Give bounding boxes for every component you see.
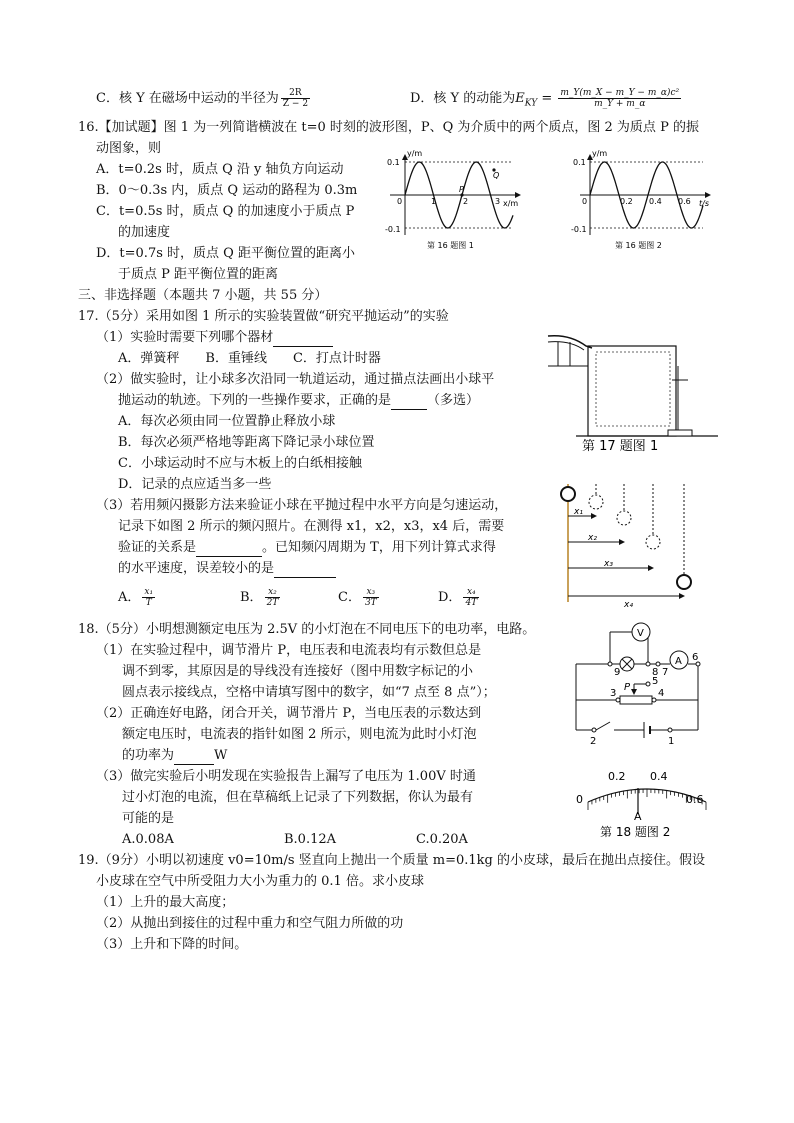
q18-part2-line2: 额定电压时，电流表的指针如图 2 所示，则电流为此时小灯泡 xyxy=(122,727,477,742)
fraction-denominator: T xyxy=(145,598,152,608)
origin-label: 0 xyxy=(582,197,588,206)
q15-option-d-fraction xyxy=(558,88,681,109)
node-3 xyxy=(616,698,620,702)
ball-position-0 xyxy=(561,487,575,501)
q18-option-a: A.0.08A xyxy=(122,832,174,847)
section-3-heading: 三、非选择题（本题共 7 小题，共 55 分） xyxy=(78,288,328,303)
option-fraction xyxy=(363,587,379,608)
x-axis-label: x/m xyxy=(503,199,519,208)
x4-label: x₄ xyxy=(624,600,633,610)
q15-option-d-text: D．核 Y 的动能为 xyxy=(410,91,516,106)
node-label: 8 xyxy=(652,667,659,678)
option-label: C． xyxy=(338,590,361,605)
switch xyxy=(596,722,610,730)
q16-stem-line2: 动图象，则 xyxy=(96,141,162,156)
q17-part3-text-b: 。已知频闪周期为 T，用下列计算式求得 xyxy=(262,540,496,555)
node-label: 5 xyxy=(652,676,659,687)
x-tick: 2 xyxy=(463,197,469,206)
ball-position-2 xyxy=(617,511,631,525)
q18-stem: 18.（5分）小明想测额定电压为 2.5V 的小灯泡在不同电压下的电功率，电路。 xyxy=(78,622,536,637)
slider-label: P xyxy=(624,682,631,693)
figure-caption: 第 16 题图 2 xyxy=(615,241,662,250)
x-tick: 1 xyxy=(431,197,437,206)
y-tick-top: 0.1 xyxy=(573,158,586,167)
board xyxy=(588,346,676,436)
q16-option-d-line1: D．t=0.7s 时，质点 Q 距平衡位置的距离小 xyxy=(96,246,355,261)
q16-option-c-line1: C．t=0.5s 时，质点 Q 的加速度小于质点 P xyxy=(96,204,355,219)
q18-part1-line2: 调不到零，其原因是的导线没有连接好（图中用数字标记的小 xyxy=(122,664,474,679)
q16-option-b: B．0～0.3s 内，质点 Q 运动的路程为 0.3m xyxy=(96,183,358,198)
answer-blank[interactable] xyxy=(196,542,262,557)
q16-vibration-figure xyxy=(571,149,715,250)
t-tick: 0.6 xyxy=(678,197,691,206)
node-8 xyxy=(646,662,650,666)
kinetic-energy-subscript: KY xyxy=(524,98,538,109)
q18-part3-line1: （3）做完实验后小明发现在实验报告上漏写了电压为 1.00V 时通 xyxy=(96,769,476,784)
y-axis-label: y/m xyxy=(592,149,608,158)
q17-part2-line2 xyxy=(118,392,479,410)
q15-option-c-fraction xyxy=(281,88,310,109)
q19-part2: （2）从抛出到接住的过程中重力和空气阻力所做的功 xyxy=(96,916,404,931)
node-label: 9 xyxy=(614,667,621,678)
fraction-numerator: x₁ xyxy=(144,587,154,597)
node-label: 4 xyxy=(658,688,665,699)
origin-label: 0 xyxy=(397,197,403,206)
option-fraction xyxy=(463,587,479,608)
q17-part2-tail: （多选） xyxy=(427,393,480,408)
node-label: 6 xyxy=(692,652,699,663)
q17-part3-line1: （3）若用频闪摄影方法来验证小球在平抛过程中水平方向是匀速运动， xyxy=(96,498,508,513)
q17-part3-line3 xyxy=(118,539,496,557)
option-label: D． xyxy=(438,590,462,605)
y-tick-top: 0.1 xyxy=(387,158,400,167)
option-label: A． xyxy=(118,590,141,605)
q17-part1 xyxy=(96,329,333,347)
option-fraction xyxy=(265,587,281,608)
kinetic-energy-symbol: E xyxy=(515,91,525,106)
option-label: B． xyxy=(240,590,263,605)
q17-part3-line4 xyxy=(118,560,336,578)
answer-blank[interactable] xyxy=(391,395,427,410)
answer-blank[interactable] xyxy=(174,750,214,765)
voltmeter-symbol: V xyxy=(637,628,644,639)
dial-tick-label: 0 xyxy=(576,793,583,806)
q17-part2-line1: （2）做实验时，让小球多次沿同一轨道运动，通过描点法画出小球平 xyxy=(96,372,495,387)
q17-part3-text: 验证的关系是 xyxy=(118,540,197,555)
q17-part1-options: A．弹簧秤 B．重锤线 C．打点计时器 xyxy=(118,351,381,366)
node-5 xyxy=(646,682,650,686)
stand-base xyxy=(668,430,692,436)
q15-option-c xyxy=(96,88,312,109)
q17-part2-option-b: B．每次必须严格地等距离下降记录小球位置 xyxy=(118,435,375,450)
dial-tick-label: 0.2 xyxy=(608,770,626,783)
y-tick-bottom: -0.1 xyxy=(385,225,401,234)
q16-wave-figure xyxy=(385,150,525,250)
option-fraction xyxy=(142,587,155,608)
answer-blank[interactable] xyxy=(274,563,336,578)
q18-option-c: C.0.20A xyxy=(416,832,468,847)
q16-stem-line1: 16.【加试题】图 1 为一列简谐横波在 t=0 时刻的波形图，P、Q 为介质中的两个质点，图 2 为质点 P 的振 xyxy=(78,120,699,135)
fraction-denominator: 2T xyxy=(266,598,279,608)
ball-position-3 xyxy=(646,535,660,549)
q17-option-b xyxy=(240,587,282,608)
q17-stem: 17.（5分）采用如图 1 所示的实验装置做“研究平抛运动”的实验 xyxy=(78,309,449,324)
ball-position-4 xyxy=(677,575,691,589)
q16-option-d-line2: 于质点 P 距平衡位置的距离 xyxy=(118,267,279,282)
node-label: 2 xyxy=(590,736,597,747)
node-label: 3 xyxy=(610,688,617,699)
fraction-denominator: Z − 2 xyxy=(282,99,309,109)
node-9 xyxy=(608,662,612,666)
figure-caption: 第 16 题图 1 xyxy=(427,241,474,250)
dial-tick-label: 0.4 xyxy=(650,770,668,783)
fraction-numerator: m_Y(m_X − m_Y − m_α)c² xyxy=(560,88,680,98)
t-tick: 0.2 xyxy=(620,197,633,206)
point-p-label: P xyxy=(459,185,464,194)
q15-option-d xyxy=(410,88,683,113)
node-label: 1 xyxy=(668,736,675,747)
q18-part2-line1: （2）正确连好电路，闭合开关，调节滑片 P，当电压表的示数达到 xyxy=(96,706,482,721)
node-4 xyxy=(652,698,656,702)
q18-part1-line3: 圆点表示接线点，空格中请填写图中的数字，如“7 点至 8 点”）； xyxy=(122,685,496,700)
q19-part3: （3）上升和下降的时间。 xyxy=(96,937,248,952)
ball-position-1 xyxy=(589,495,603,509)
y-tick-bottom: -0.1 xyxy=(571,225,587,234)
dial-tick-label: 0.6 xyxy=(686,793,704,806)
q15-option-c-text: C．核 Y 在磁场中运动的半径为 xyxy=(96,91,279,106)
q18-circuit-figure xyxy=(570,620,720,750)
ammeter-symbol: A xyxy=(675,656,682,667)
q17-option-d xyxy=(438,587,481,608)
q17-option-c xyxy=(338,587,381,608)
equals-sign: = xyxy=(537,91,557,106)
x-tick: 3 xyxy=(495,197,501,206)
q17-option-a xyxy=(118,587,157,608)
fraction-denominator: 3T xyxy=(364,598,377,608)
q18-ammeter-dial-figure xyxy=(572,762,722,840)
rheostat xyxy=(620,696,652,704)
t-tick: 0.4 xyxy=(649,197,662,206)
t-axis-label: t/s xyxy=(699,199,709,208)
q17-part2-option-a: A．每次必须由同一位置静止释放小球 xyxy=(118,414,336,429)
q16-option-c-line2: 的加速度 xyxy=(118,225,171,240)
fraction-numerator: 2R xyxy=(281,88,310,99)
q19-stem-line2: 小皮球在空气中所受阻力大小为重力的 0.1 倍。求小皮球 xyxy=(96,874,424,889)
node-1 xyxy=(668,728,672,732)
q18-part2-text: 的功率为 xyxy=(122,748,175,763)
x1-label: x₁ xyxy=(574,507,583,517)
q17-part1-text: （1）实验时需要下列哪个器材 xyxy=(96,330,274,345)
q17-strobe-figure xyxy=(560,484,710,608)
q17-part3-text: 的水平速度，误差较小的是 xyxy=(118,561,275,576)
q17-part2-text: 抛运动的轨迹。下列的一些操作要求，正确的是 xyxy=(118,393,392,408)
q18-part2-line3 xyxy=(122,747,227,765)
dial-unit: A xyxy=(634,810,642,823)
fraction-numerator: x₄ xyxy=(463,587,479,598)
fraction-denominator: m_Y + m_α xyxy=(594,99,646,109)
x2-label: x₂ xyxy=(588,533,597,543)
y-axis-label: y/m xyxy=(407,149,423,158)
answer-blank[interactable] xyxy=(273,332,333,347)
q18-option-b: B.0.12A xyxy=(284,832,337,847)
q17-part2-option-d: D．记录的点应适当多一些 xyxy=(118,477,272,492)
fraction-numerator: x₃ xyxy=(363,587,379,598)
q17-part2-option-c: C．小球运动时不应与木板上的白纸相接触 xyxy=(118,456,362,471)
q17-apparatus-figure xyxy=(548,326,728,454)
q18-part1-line1: （1）在实验过程中，调节滑片 P，电压表和电流表均有示数但总是 xyxy=(96,643,482,658)
figure-caption: 第 18 题图 2 xyxy=(600,825,671,839)
point-q-label: Q xyxy=(493,171,500,180)
q19-part1: （1）上升的最大高度； xyxy=(96,895,235,910)
q16-option-a: A．t=0.2s 时，质点 Q 沿 y 轴负方向运动 xyxy=(96,162,344,177)
fraction-denominator: 4T xyxy=(465,598,478,608)
q18-part3-line2: 过小灯泡的电流，但在草稿纸上记录了下列数据，你认为最有 xyxy=(122,790,474,805)
unit-label: W xyxy=(214,748,228,763)
fraction-numerator: x₂ xyxy=(265,587,281,598)
node-2 xyxy=(592,728,596,732)
node-label: 7 xyxy=(662,667,669,678)
x3-label: x₃ xyxy=(604,559,613,569)
figure-caption: 第 17 题图 1 xyxy=(582,439,659,454)
q17-part3-line2: 记录下如图 2 所示的频闪照片。在测得 x1，x2，x3，x4 后，需要 xyxy=(118,519,505,534)
q18-part3-line3: 可能的是 xyxy=(122,811,175,826)
node-7 xyxy=(656,662,660,666)
slide-track-lower xyxy=(548,342,584,350)
q19-stem-line1: 19.（9分）小明以初速度 v0=10m/s 竖直向上抛出一个质量 m=0.1kg 的小皮球，最后在抛出点接住。假设 xyxy=(78,853,705,868)
